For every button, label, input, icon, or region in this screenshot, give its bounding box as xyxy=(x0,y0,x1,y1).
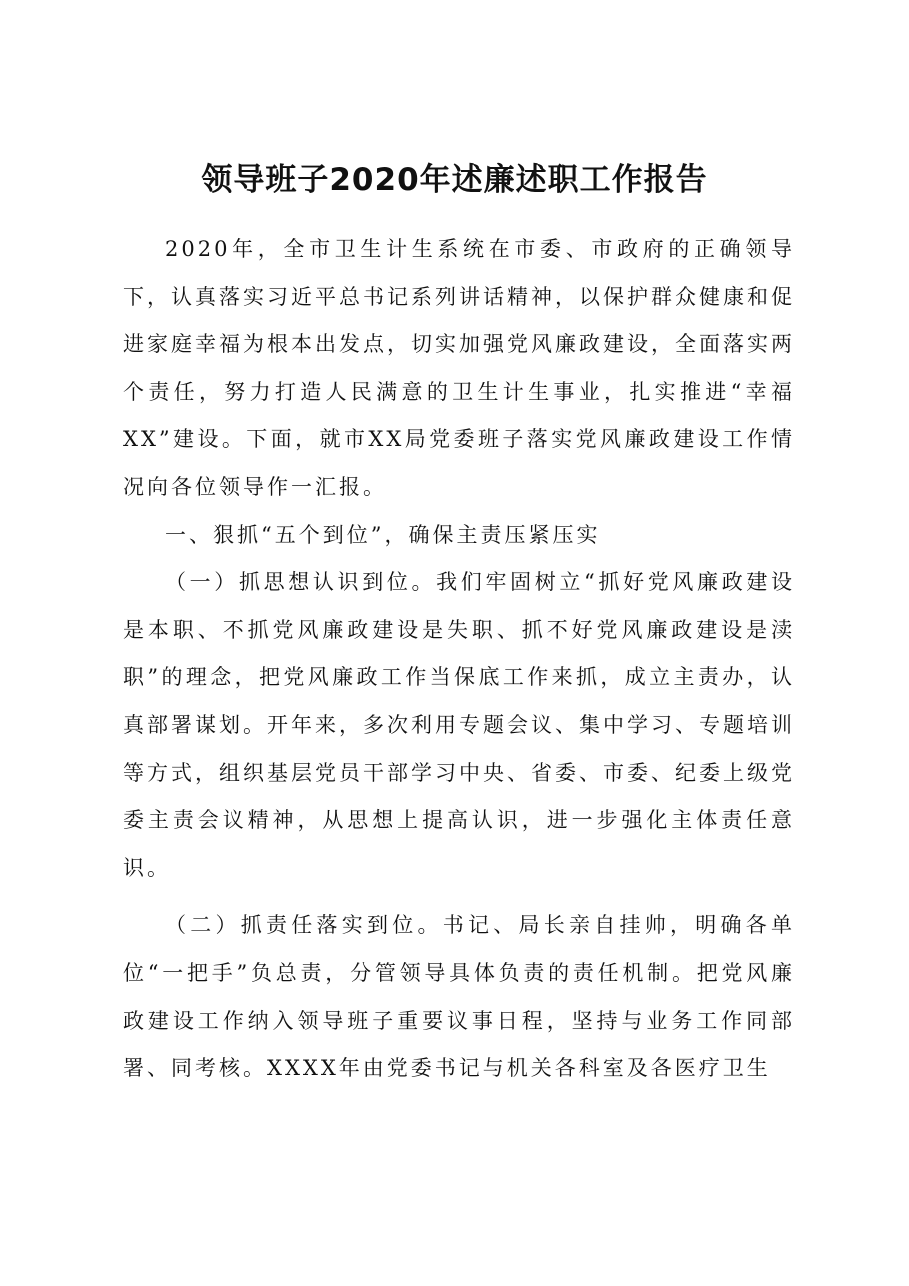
document-title: 领导班子2020年述廉述职工作报告 xyxy=(201,162,708,198)
paragraph-spacer xyxy=(123,892,795,902)
paragraph-ideology: （一）抓思想认识到位。我们牢固树立“抓好党风廉政建设是本职、不抓党风廉政建设是失职、抓不好党风廉政建设是渎职”的理念，把党风廉政工作当保底工作来抓，成立主责办，认真部署谋划。开年来，多次利用专题会议、集中学习、专题培训等方式，组织基层党员干部学习中央、省委、市委、纪委上级党委主责会议精神，从思想上提高认识，进一步强化主体责任意识。 xyxy=(123,570,795,880)
intro-paragraph: 2020年，全市卫生计生系统在市委、市政府的正确领导下，认真落实习近平总书记系列讲话精神，以保护群众健康和促进家庭幸福为根本出发点，切实加强党风廉政建设，全面落实两个责任，努力打造人民满意的卫生计生事业，扎实推进“幸福XX”建设。下面，就市XX局党委班子落实党风廉政建设工作情况向各位领导作一汇报。 xyxy=(123,237,795,499)
document-body xyxy=(123,226,795,1093)
section-heading: 一、狠抓“五个到位”，确保主责压紧压实 xyxy=(165,522,601,547)
paragraph-responsibility: （二）抓责任落实到位。书记、局长亲自挂帅，明确各单位“一把手”负总责，分管领导具体负责的责任机制。把党风廉政建设工作纳入领导班子重要议事日程，坚持与业务工作同部署、同考核。XXXX年由党委书记与机关各科室及各医疗卫生 xyxy=(123,913,795,1081)
